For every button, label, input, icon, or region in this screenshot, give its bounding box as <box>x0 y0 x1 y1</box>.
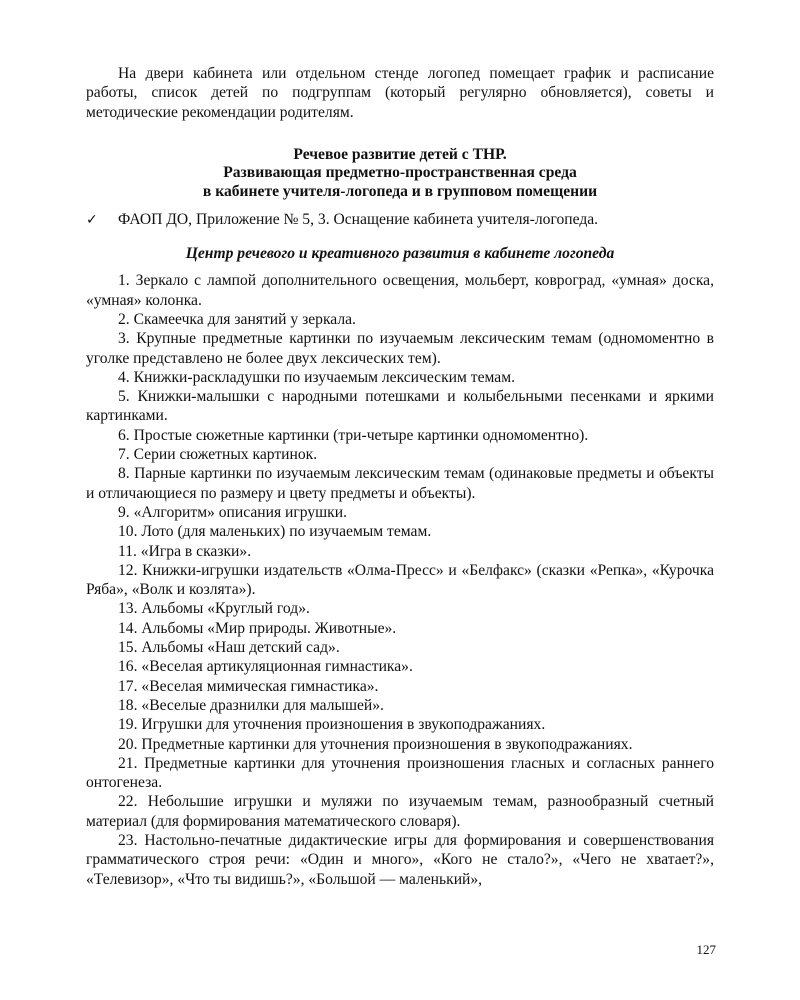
heading-line-1: Речевое развитие детей с ТНР. <box>293 145 507 163</box>
list-item: 19. Игрушки для уточнения произношения в звукоподражаниях. <box>118 716 546 734</box>
equipment-list <box>86 271 714 889</box>
list-item: 18. «Веселые дразнилки для малышей». <box>118 696 384 714</box>
checkmark-icon: ✓ <box>86 212 98 229</box>
list-item: 14. Альбомы «Мир природы. Животные». <box>118 619 397 637</box>
heading-line-3: в кабинете учителя-логопеда и в групповом помещении <box>202 182 598 200</box>
list-item: 5. Книжки-малышки с народными потешками и колыбельными песенками и яркими картинками. <box>86 388 714 425</box>
checklist-item <box>86 210 714 230</box>
list-item: 1. Зеркало с лампой дополнительного освещения, мольберт, ковроград, «умная» доска, «умная» колонка. <box>86 272 714 309</box>
list-item: 21. Предметные картинки для уточнения произношения гласных и согласных раннего онтогенеза. <box>86 754 714 792</box>
list-item: 15. Альбомы «Наш детский сад». <box>118 639 340 657</box>
page-number: 127 <box>696 942 716 957</box>
list-item: 3. Крупные предметные картинки по изучаемым лексическим темам (одномоментно в уголке представлено не более двух лексических тем). <box>86 330 714 367</box>
heading-line-2: Развивающая предметно-пространственная среда <box>223 164 577 182</box>
list-item: 13. Альбомы «Круглый год». <box>118 600 310 618</box>
list-item: 4. Книжки-раскладушки по изучаемым лексическим темам. <box>118 368 515 386</box>
list-item: 9. «Алгоритм» описания игрушки. <box>118 503 347 521</box>
section-heading <box>86 146 714 202</box>
list-item: 11. «Игра в сказки». <box>118 542 252 560</box>
intro-paragraph: На двери кабинета или отдельном стенде логопед помещает график и расписание работы, список детей по подгруппам (который регулярно обновляется), советы и методические рекомендации родителям. <box>86 65 714 121</box>
list-item: 17. «Веселая мимическая гимнастика». <box>118 677 379 695</box>
list-item: 16. «Веселая артикуляционная гимнастика». <box>118 658 413 676</box>
list-item: 6. Простые сюжетные картинки (три-четыре картинки одномоментно). <box>118 426 589 444</box>
list-item: 8. Парные картинки по изучаемым лексическим темам (одинаковые предметы и объекты и отличающиеся по размеру и цвету предметы и объекты). <box>86 465 714 502</box>
checklist-item-text: ФАОП ДО, Приложение № 5, 3. Оснащение кабинета учителя-логопеда. <box>118 211 599 229</box>
list-item: 10. Лото (для маленьких) по изучаемым темам. <box>118 523 432 541</box>
list-item: 12. Книжки-игрушки издательств «Олма-Пресс» и «Белфакс» (сказки «Репка», «Курочка Ряба», «Волк и козлята»). <box>86 561 714 599</box>
list-item: 2. Скамеечка для занятий у зеркала. <box>118 310 356 328</box>
list-item: 22. Небольшие игрушки и муляжи по изучаемым темам, разнообразный счетный материал (для формирования математического словаря). <box>86 793 714 830</box>
list-item: 20. Предметные картинки для уточнения произношения в звукоподражаниях. <box>118 735 633 753</box>
list-item: 23. Настольно-печатные дидактические игры для формирования и совершенствования грамматического строя речи: «Один и много», «Кого не стало?», «Чего не хватает?», «Телевизор», «Что ты видишь?», «Большой — маленький», <box>86 832 714 888</box>
list-item: 7. Серии сюжетных картинок. <box>118 446 318 464</box>
subheading: Центр речевого и креативного развития в кабинете логопеда <box>185 245 615 263</box>
